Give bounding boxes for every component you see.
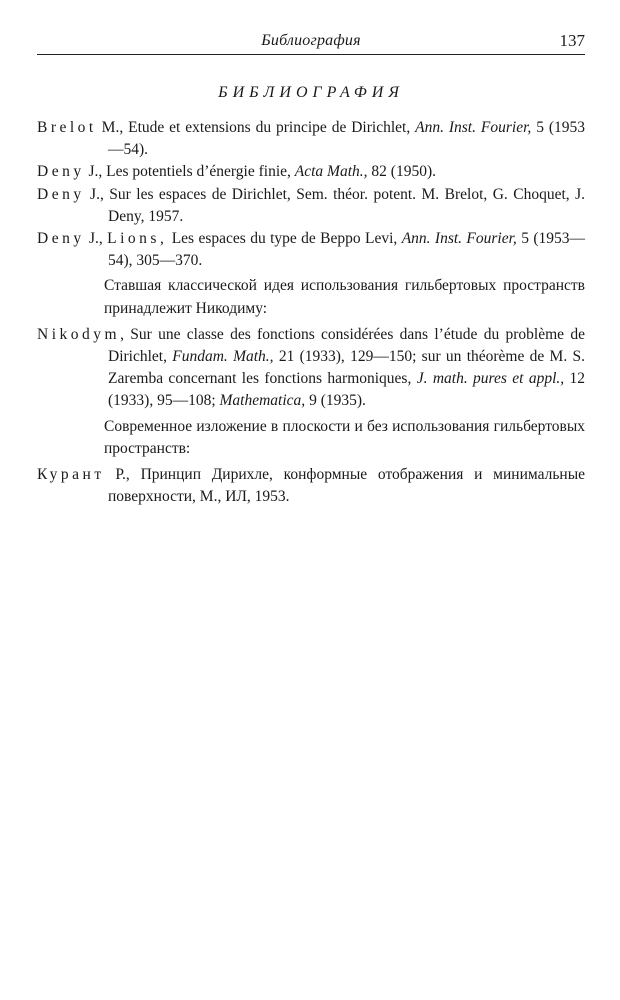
entry-author: Nikodym	[37, 325, 121, 343]
entry-text: 5 (1953—54).	[108, 119, 586, 159]
entry-author: Deny	[37, 185, 85, 203]
entry-author: Курант	[37, 466, 105, 484]
entry-author: Brelot	[37, 119, 97, 136]
bibliography-entry-courant	[37, 464, 585, 508]
entry-text: J.,	[84, 230, 108, 248]
entry-text: Les espaces du type de Beppo Levi,	[167, 230, 402, 248]
bibliography-entry-deny-lions	[37, 228, 585, 272]
bibliography-entry-deny-1950	[37, 161, 585, 183]
entry-journal: Ann. Inst. Fourier,	[401, 230, 517, 248]
entry-text: 12 (1933), 95—108;	[108, 370, 585, 410]
note-modern: Современное изложение в плоскости и без использования гильбертовых пространств:	[104, 417, 585, 457]
running-head	[37, 30, 585, 55]
entry-text: Р., Принцип Дирихле, конформные отображения и минимальные поверхности, М., ИЛ, 1953.	[104, 466, 585, 506]
entry-text: J., Les potentiels d’énergie finie,	[84, 163, 295, 181]
bibliography-entry-nikodym	[37, 324, 585, 413]
note-nikodym: Ставшая классической идея использования гильбертовых пространств принадлежит Никодиму:	[104, 277, 585, 317]
entry-text: , Sur une classe des fonctions considérées dans l’étude du problème de Dirichlet,	[108, 325, 585, 366]
entry-text: 82 (1950).	[367, 163, 436, 181]
entry-journal: Mathematica,	[219, 392, 306, 410]
entry-text: 5 (1953—54), 305—370.	[108, 230, 585, 270]
page-number: 137	[559, 31, 585, 50]
entry-text: 21 (1933), 129—150; sur un théorème de M. S. Zaremba concernant les fonctions harmoniques,	[108, 348, 585, 388]
entry-text: M., Etude et extensions du principe de Dirichlet,	[96, 119, 416, 136]
entry-coauthor: Lions,	[107, 230, 168, 248]
running-head-title: Библиография	[261, 32, 361, 49]
entry-text: J., Sur les espaces de Dirichlet, Sem. théor. potent. M. Brelot, G. Choquet, J. Deny, 1957.	[84, 185, 585, 225]
entry-author: Deny	[37, 230, 85, 248]
entry-journal: Acta Math.,	[294, 163, 368, 181]
entry-author: Deny	[37, 163, 85, 181]
section-heading: БИБЛИОГРАФИЯ	[218, 84, 404, 101]
entry-text: 9 (1935).	[305, 392, 366, 410]
entry-journal: Ann. Inst. Fourier,	[415, 119, 532, 136]
bibliography-body	[37, 117, 585, 508]
bibliography-entry-deny-1957	[37, 184, 585, 228]
entry-journal: J. math. pures et appl.,	[416, 370, 565, 388]
entry-journal: Fundam. Math.,	[172, 348, 274, 366]
bibliography-entry-brelot	[37, 117, 585, 161]
